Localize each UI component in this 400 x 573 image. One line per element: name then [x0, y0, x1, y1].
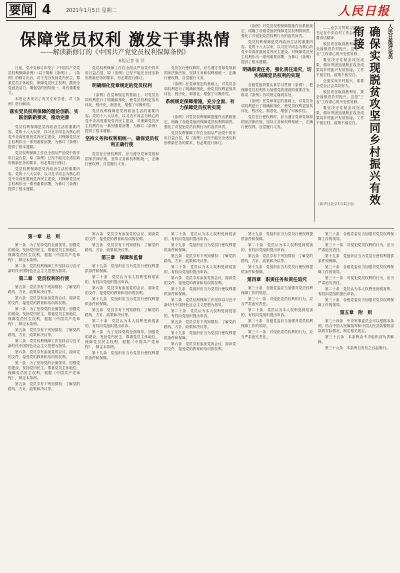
article-clause: 第三十五条 本条例由中央组织部负责解释。	[318, 335, 394, 344]
issue-date: 2021年1月5日 星期二	[66, 8, 117, 14]
article-clause: 第十九条 党组织应当为党员行使权利提供条件和保障。	[241, 232, 313, 241]
band-divider	[8, 228, 394, 229]
article-clause: 第五条 党员享有下列知情权：了解党的路线、方针、政策和决议等。	[85, 243, 159, 252]
body-paragraph: 党员权利保障工作在全面从严治党中的作用日益凸显，原《条例》已经不能完全适应新形势新任务的要求，有必要进行修订。	[8, 151, 80, 165]
masthead	[6, 3, 394, 21]
article-clause: 第三十六条 本条例自发布之日起施行。	[325, 346, 390, 350]
article-headline: 保障党员权利 激发干事热情	[20, 30, 231, 49]
article-clause: 第二十条 党员认为本人权利受到侵害的，有权向党组织提出申诉。	[164, 232, 236, 241]
body-paragraph: 党员在行使权利时，应当遵守党章党规和国家法律法规，坚持义务和权利相统一，正确行使权利，自觉履行义务。	[241, 115, 313, 129]
article-clause: 第三十四条 中央军事委员会可以根据本条例，结合中国人民解放军和中国人民武装警察部队的实际情况，制定相关规定。	[318, 319, 394, 333]
article-clause: 第三十一条 对侵犯党员权利的行为，应当严肃追究责任。	[241, 330, 313, 339]
paper-logo: 人民日报	[337, 4, 390, 18]
body-paragraph: 党员在行使权利时，应当遵守党章党规和国家法律法规，坚持义务和权利相统一，正确行使权利，自觉履行义务。	[85, 152, 159, 166]
chapter-heading: 第四章 职责任务和责任追究	[247, 278, 307, 283]
article-clause: 第六条 党员享有参加党的会议、阅读党的文件、接受党的教育和培训的权利。	[85, 286, 159, 295]
commentary-label: 人民日报评论员	[387, 24, 393, 59]
article-clause: 第三十一条 对侵犯党员权利的行为，应当严肃追究责任。	[241, 297, 313, 306]
body-paragraph: 党员在行使权利时，应当遵守党章党规和国家法律法规，坚持义务和权利相统一，正确行使权利，自觉履行义务。	[164, 66, 236, 80]
regulation-column-3	[164, 232, 236, 568]
article-clause: 第二条 党员权利保障工作坚持以习近平新时代中国特色社会主义思想为指导。	[8, 264, 80, 273]
article-subhead: ——解读新修订的《中国共产党党员权利保障条例》	[40, 48, 190, 56]
column-divider	[314, 22, 315, 222]
body-paragraph: 党员权利保障是党内政治生活的重要内容。党的十八大以来，以习近平同志为核心的党中央高度重视党内民主建设，对保障党员民主权利作出一系列重要部署，为修订《条例》提供了根本遵循。	[85, 109, 159, 133]
body-paragraph: 党员权利保障工作在全面从严治党中的作用日益凸显，原《条例》已经不能完全适应新形势新任务的要求，有必要进行修订。	[85, 66, 159, 80]
body-paragraph: 《条例》在党章规定的基础上，对党员各项权利进行了明确和细化，使党员权利更加具体化、程序化、制度化，增强了可操作性。	[164, 82, 236, 96]
article-column-4	[241, 24, 313, 226]
section-title: 明确职责任务，强化责任追究，切实保障党员权利的实现	[242, 68, 312, 79]
commentary-text	[316, 26, 364, 210]
body-paragraph: 脱贫攻坚取得胜利后，要全面推进乡村振兴，这是“三农”工作重心的历史性转移。	[316, 90, 364, 104]
body-paragraph: 《条例》在党章规定的基础上，对党员各项权利进行了明确和细化，使党员权利更加具体化、程序化、制度化，增强了可操作性。	[85, 93, 159, 107]
body-paragraph: 《条例》在党章规定的基础上，对党员各项权利进行了明确和细化，使党员权利更加具体化、程序化、制度化，增强了可操作性。	[241, 99, 313, 113]
body-paragraph: 党员权利保障是党内政治生活的重要内容。党的十八大以来，以习近平同志为核心的党中央高度重视党内民主建设，对保障党员民主权利作出一系列重要部署，为修订《条例》提供了根本遵循。	[241, 40, 313, 64]
intro-paragraph: 本报记者采访了有关专家学者，对《条例》进行解读。	[8, 97, 80, 106]
article-clause: 第十九条 党组织应当为党员行使权利提供条件和保障。	[241, 265, 313, 274]
article-clause: 第六条 党员享有参加党的会议、阅读党的文件、接受党的教育和培训的权利。	[164, 276, 236, 285]
article-clause: 第五条 党员享有下列知情权：了解党的路线、方针、政策和决议等。	[8, 328, 80, 337]
article-clause: 第二十条 党员认为本人权利受到侵害的，有权向党组织提出申诉。	[164, 265, 236, 274]
article-clause: 第二条 党员权利保障工作坚持以习近平新时代中国特色社会主义思想为指导。	[164, 298, 236, 307]
article-clause: 第五条 党员享有下列知情权：了解党的路线、方针、政策和决议等。	[8, 382, 80, 391]
body-paragraph: 各级党组织要认真学习贯彻《条例》，把保障党员权利作为加强党的建设的重要任务，推动《条例》各项规定落到实处。	[241, 83, 313, 97]
section-title: 坚持义务和权利相统一，确保党员权利正确行使	[85, 137, 159, 148]
section-title: 落实党员权利保障的理论创新、实践创新新要求，推动完善	[9, 110, 79, 121]
body-paragraph: 要坚决守住脱贫攻坚成果，做好巩固拓展脱贫攻坚成果同乡村振兴有效衔接，工作不留空档，政策不留空白。	[316, 106, 364, 125]
article-clause: 第三十条 各级党委应当加强对党员权利保障工作的领导。	[318, 265, 394, 274]
body-paragraph: 党员权利保障是党内政治生活的重要内容。党的十八大以来，以习近平同志为核心的党中央高度重视党内民主建设，对保障党员民主权利作出一系列重要部署，为修订《条例》提供了根本遵循。	[8, 167, 80, 191]
article-clause: 第十九条 党组织应当为党员行使权利提供条件和保障。	[85, 297, 159, 306]
chapter-heading: 第五章 附 则	[339, 311, 373, 316]
article-clause: 第六条 党员享有参加党的会议、阅读党的文件、接受党的教育和培训的权利。	[8, 350, 80, 359]
chapter-heading: 第三章 保障和监督	[101, 256, 143, 261]
article-column-3	[164, 66, 236, 226]
article-clause: 第六条 党员享有参加党的会议、阅读党的文件、接受党的教育和培训的权利。	[8, 296, 80, 305]
article-clause: 第二十条 党员认为本人权利受到侵害的，有权向党组织提出申诉。	[241, 243, 313, 252]
article-clause: 第五条 党员享有下列知情权：了解党的路线、方针、政策和决议等。	[8, 285, 80, 294]
page-number: 4	[42, 3, 52, 18]
commentary-credit: （新华社北京1月4日电）	[316, 202, 357, 206]
regulation-column-5	[318, 232, 394, 568]
article-clause: 第五条 党员享有下列知情权：了解党的路线、方针、政策和决议等。	[164, 254, 236, 263]
article-clause: 第三十条 各级党委应当加强对党员权利保障工作的领导。	[241, 286, 313, 295]
section-label: 要闻	[6, 3, 36, 18]
article-clause: 第五条 党员享有下列知情权：了解党的路线、方针、政策和决议等。	[164, 320, 236, 329]
article-clause: 第二十条 党员认为本人权利受到侵害的，有权向党组织提出申诉。	[241, 308, 313, 317]
intro-paragraph: 日前，党中央修订印发了《中国共产党党员权利保障条例》（以下简称《条例》）。《条例》的修订出台，对于充分发扬党内民主，尊重党员主体地位，保障党员民主权利，激发全党创造活力，增强党的团结统一，具有重要意义。	[8, 66, 80, 95]
article-clause: 第二十条 党员认为本人权利受到侵害的，有权向党组织提出申诉。	[318, 287, 394, 296]
chapter-heading: 第一章 总 则	[27, 235, 61, 240]
body-paragraph: ——论学习贯彻习近平总书记在中央农村工作会议上重要讲话精神	[316, 26, 364, 40]
regulation-column-1	[8, 232, 80, 568]
body-paragraph: 党员权利保障是党内政治生活的重要内容。党的十八大以来，以习近平同志为核心的党中央高度重视党内民主建设，对保障党员民主权利作出一系列重要部署，为修订《条例》提供了根本遵循。	[8, 125, 80, 149]
article-byline: 本报记者 张 洋	[118, 58, 145, 63]
body-paragraph: 全面实现乡村振兴，需要全党全社会共同努力。	[316, 79, 364, 88]
body-paragraph: 要坚决守住脱贫攻坚成果，做好巩固拓展脱贫攻坚成果同乡村振兴有效衔接，工作不留空档，政策不留空白。	[316, 58, 364, 77]
article-clause: 第三十一条 对侵犯党员权利的行为，应当严肃追究责任。	[318, 243, 394, 252]
article-clause: 第二十条 党员认为本人权利受到侵害的，有权向党组织提出申诉。	[85, 275, 159, 284]
article-column-2	[85, 66, 159, 226]
regulation-title	[8, 226, 9, 227]
article-clause: 第五条 党员享有下列知情权：了解党的路线、方针、政策和决议等。	[241, 254, 313, 263]
article-clause: 第六条 党员享有参加党的会议、阅读党的文件、接受党的教育和培训的权利。	[164, 342, 236, 351]
article-clause: 第二十条 党员认为本人权利受到侵害的，有权向党组织提出申诉。	[85, 319, 159, 328]
body-paragraph: 党员权利保障工作在全面从严治党中的作用日益凸显，原《条例》已经不能完全适应新形势新任务的要求，有必要进行修订。	[164, 131, 236, 145]
article-clause: 第十九条 党组织应当为党员行使权利提供条件和保障。	[164, 331, 236, 340]
article-clause: 第三十条 各级党委应当加强对党员权利保障工作的领导。	[318, 232, 394, 241]
article-clause: 第三十条 各级党委应当加强对党员权利保障工作的领导。	[241, 319, 313, 328]
article-clause: 第二十条 党员认为本人权利受到侵害的，有权向党组织提出申诉。	[164, 309, 236, 318]
section-title: 明确细化党章规定的党员权利	[92, 84, 152, 89]
commentary-box	[316, 22, 396, 212]
body-paragraph: 《条例》对党员权利保障措施作出系统规定，明确了各级党组织保障党员权利的职责，强化了对侵犯党员权利行为的追责问责。	[164, 115, 236, 129]
article-column-1	[8, 66, 80, 226]
article-clause: 第十九条 党组织应当为党员行使权利提供条件和保障。	[164, 287, 236, 296]
article-clause: 第六条 党员享有参加党的会议、阅读党的文件、接受党的教育和培训的权利。	[85, 232, 159, 241]
masthead-rule	[6, 20, 394, 21]
article-clause: 第十九条 党组织应当为党员行使权利提供条件和保障。	[164, 243, 236, 252]
article-clause: 第十九条 党组织应当为党员行使权利提供条件和保障。	[85, 351, 159, 360]
regulation-column-2	[85, 232, 159, 568]
section-title: 系统规定保障措施，充分全面、有力保障党员权利实现	[165, 100, 235, 111]
body-paragraph: 脱贫攻坚取得胜利后，要全面推进乡村振兴，这是“三农”工作重心的历史性转移。	[316, 42, 364, 56]
regulation-column-4	[241, 232, 313, 568]
article-clause: 第一条 为了坚持党的全面领导，加强党的建设，发扬党内民主，尊重党员主体地位，保障党员民主权利，根据《中国共产党章程》，制定本条例。	[8, 243, 80, 262]
article-clause: 第三十条 各级党委应当加强对党员权利保障工作的领导。	[318, 298, 394, 307]
article-clause: 第一条 为了坚持党的全面领导，加强党的建设，发扬党内民主，尊重党员主体地位，保障党员民主权利，根据《中国共产党章程》，制定本条例。	[8, 307, 80, 326]
chapter-heading: 第二章 党员权利的行使	[18, 277, 70, 282]
commentary-title: 确保实现脱贫攻坚同乡村振兴有效衔接	[352, 26, 381, 206]
article-clause: 第二条 党员权利保障工作坚持以习近平新时代中国特色社会主义思想为指导。	[8, 339, 80, 348]
body-paragraph: 《条例》对党员权利保障措施作出系统规定，明确了各级党组织保障党员权利的职责，强化了对侵犯党员权利行为的追责问责。	[241, 24, 313, 38]
article-clause: 第一条 为了坚持党的全面领导，加强党的建设，发扬党内民主，尊重党员主体地位，保障党员民主权利，根据《中国共产党章程》，制定本条例。	[8, 361, 80, 380]
article-clause: 第十九条 党组织应当为党员行使权利提供条件和保障。	[318, 254, 394, 263]
article-clause: 第十九条 党组织应当为党员行使权利提供条件和保障。	[85, 264, 159, 273]
article-clause: 第一条 为了坚持党的全面领导，加强党的建设，发扬党内民主，尊重党员主体地位，保障党员民主权利，根据《中国共产党章程》，制定本条例。	[85, 330, 159, 349]
article-clause: 第五条 党员享有下列知情权：了解党的路线、方针、政策和决议等。	[85, 308, 159, 317]
article-clause: 第三十一条 对侵犯党员权利的行为，应当严肃追究责任。	[318, 276, 394, 285]
